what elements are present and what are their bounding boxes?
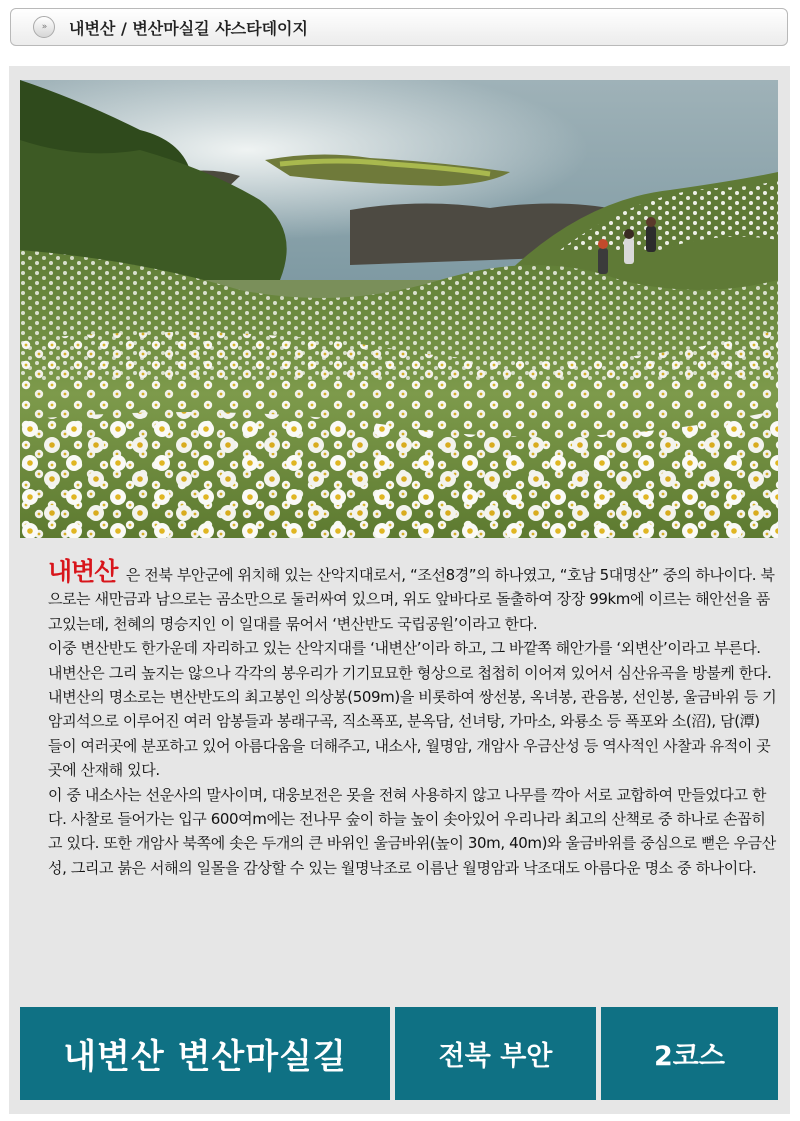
highlight-title: 내변산 [48, 557, 118, 586]
course-info-bar [20, 1007, 778, 1100]
page-title: 내변산 / 변산마실길 샤스타데이지 [69, 18, 308, 38]
paragraph-4: 이 중 내소사는 선운사의 말사이며, 대웅보전은 못을 전혀 사용하지 않고 나무를 깍아 서로 교합하여 만들었다고 한다. 사찰로 들어가는 입구 600여m에는 전나무 숲이 하늘 높이 솟아있어 우리나라 최고의 산책로 중 하나로 손꼽히고 있다. 또한 개암사 북쪽에 솟은 두개의 큰 바위인 울금바위(높이 30m, 40m)와 울금바위를 중심으로 뻗은 우금산성, 그리고 붉은 서해의 일몰을 감상할 수 있는 월명낙조로 이름난 월명암과 낙조대도 아름다운 명소 중 하나이다. [48, 785, 776, 877]
paragraph-1-text: 은 전북 부안군에 위치해 있는 산악지대로서, “조선8경”의 하나였고, “호남 5대명산” 중의 하나이다. 북으로는 새만금과 남으로는 곰소만으로 둘러싸여 있으며, 위도 앞바다로 돌출하여 장장 99km에 이르는 해안선을 품고있는데, 천혜의 명승지인 이 일대를 묶어서 ‘변산반도 국립공원’이라고 한다. [48, 566, 775, 633]
title-bar [10, 8, 788, 46]
course-count-box: 2코스 [601, 1007, 778, 1100]
double-chevron-right-icon: » [33, 16, 55, 38]
region-box: 전북 부안 [395, 1007, 596, 1100]
paragraph-2: 이중 변산반도 한가운데 자리하고 있는 산악지대를 ‘내변산’이라 하고, 그 바깥쪽 해안가를 ‘외변산’이라고 부른다. 내변산은 그리 높지는 않으나 각각의 봉우리가 기기묘묘한 형상으로 첩첩히 이어져 있어서 심산유곡을 방불케 한다. [48, 639, 772, 682]
paragraph-3: 내변산의 명소로는 변산반도의 최고봉인 의상봉(509m)을 비롯하여 쌍선봉, 옥녀봉, 관음봉, 선인봉, 울금바위 등 기암괴석으로 이루어진 여러 암봉들과 봉래구곡, 직소폭포, 분옥담, 선녀탕, 가마소, 와룡소 등 폭포와 소(沼), 담(潭) 들이 여러곳에 분포하고 있어 아름다움을 더해주고, 내소사, 월명암, 개암사 우금산성 등 역사적인 사찰과 유적이 곳곳에 산재해 있다. [48, 688, 777, 780]
content-panel [9, 66, 790, 1114]
paragraph-1 [48, 557, 778, 636]
landscape-photo [20, 80, 778, 538]
course-name-box: 내변산 변산마실길 [20, 1007, 390, 1100]
description-text [48, 557, 778, 880]
